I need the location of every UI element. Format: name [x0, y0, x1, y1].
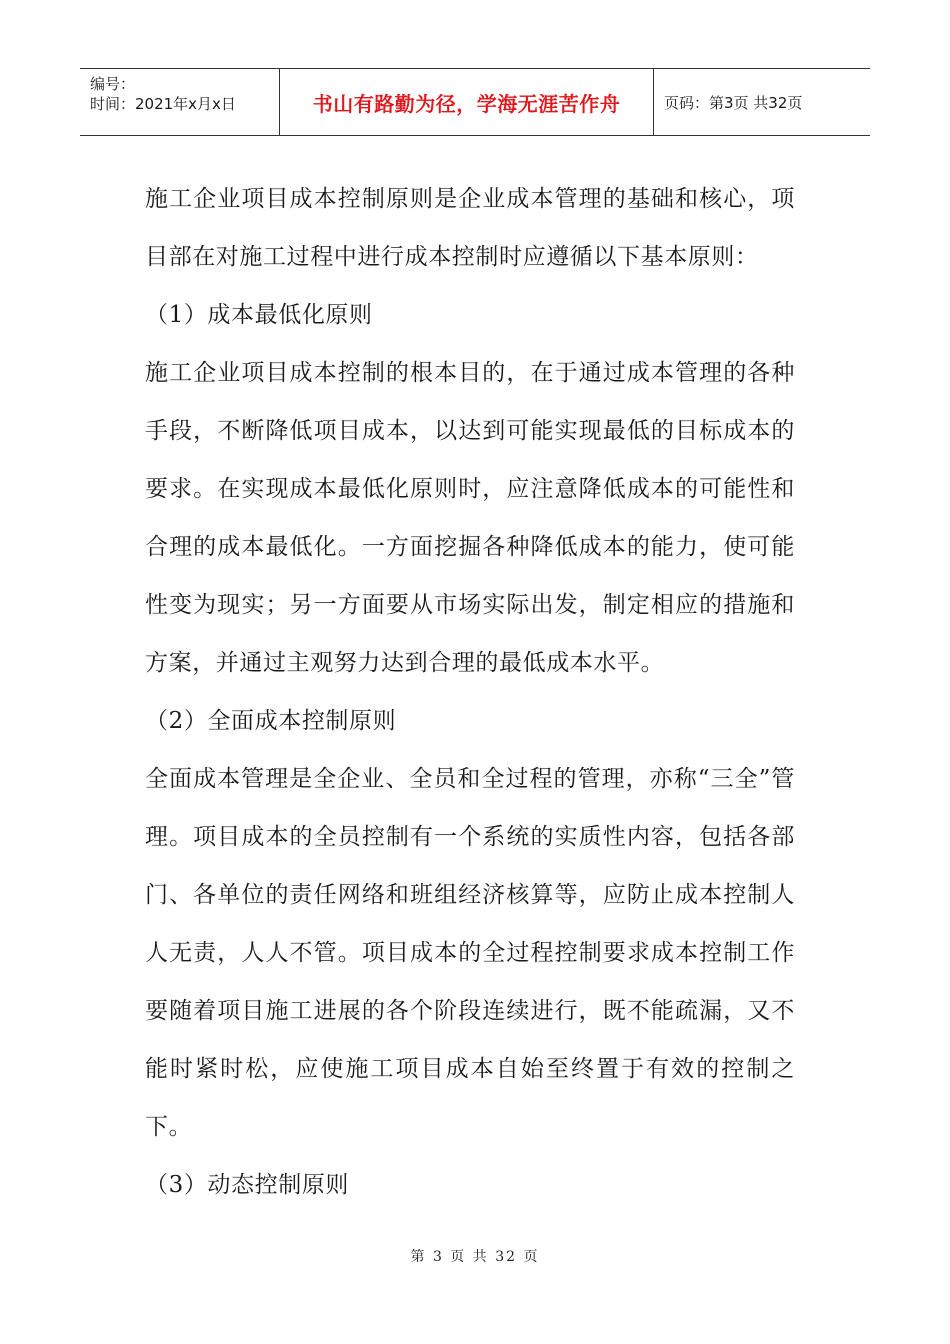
paragraph-intro: 施工企业项目成本控制原则是企业成本管理的基础和核心，项目部在对施工过程中进行成本控制时应遵循以下基本原则：: [145, 186, 795, 270]
page-footer: 第 3 页 共 32 页: [410, 1249, 540, 1265]
document-time-label: 时间：2021年x月x日: [90, 95, 236, 113]
document-body: [145, 170, 795, 1214]
header-meta-cell: [80, 69, 280, 135]
paragraph-cost-minimization: 施工企业项目成本控制的根本目的，在于通过成本管理的各种手段，不断降低项目成本，以达到可能实现最低的目标成本的要求。在实现成本最低化原则时，应注意降低成本的可能性和合理的成本最低化。一方面挖掘各种降低成本的能力，使可能性变为现实；另一方面要从市场实际出发，制定相应的措施和方案，并通过主观努力达到合理的最低成本水平。: [145, 360, 795, 676]
document-number-label: 编号：: [90, 75, 136, 93]
section-heading-2: （2）全面成本控制原则: [145, 708, 397, 734]
header-page-info: 页码：第3页 共32页: [664, 93, 803, 112]
paragraph-total-cost-control: 全面成本管理是全企业、全员和全过程的管理，亦称“三全”管理。项目成本的全员控制有一个系统的实质性内容，包括各部门、各单位的责任网络和班组经济核算等，应防止成本控制人人无责，人人不管。项目成本的全过程控制要求成本控制工作要随着项目施工进展的各个阶段连续进行，既不能疏漏，又不能时紧时松，应使施工项目成本自始至终置于有效的控制之下。: [145, 766, 795, 1140]
document-header: [80, 68, 870, 136]
section-heading-3: （3）动态控制原则: [145, 1172, 350, 1198]
header-motto: 书山有路勤为径，学海无涯苦作舟: [280, 69, 654, 135]
section-heading-1: （1）成本最低化原则: [145, 302, 373, 328]
